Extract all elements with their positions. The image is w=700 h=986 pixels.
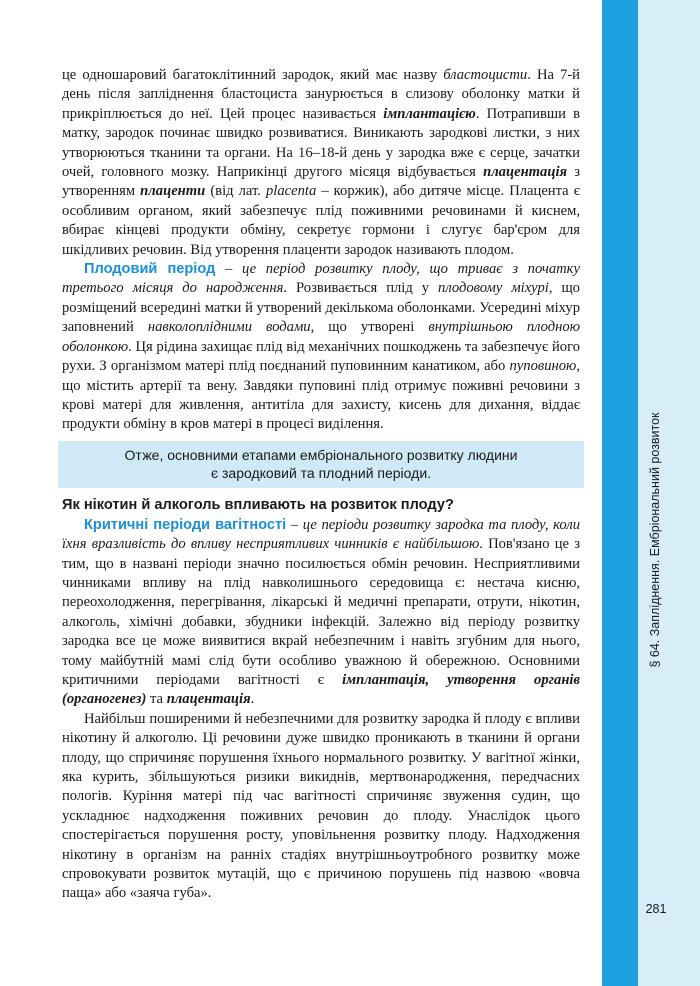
term-blastocyst: бластоцисти bbox=[443, 67, 528, 83]
term-placenta: плаценти bbox=[140, 183, 206, 200]
text-run: . Ця рідина захищає плід від механічних пошкоджень та забезпечує його рухи. З організмом матері плід поєднаний пуповинним канатиком, або bbox=[62, 338, 580, 375]
callout-line: є зародковий та плодний періоди. bbox=[210, 464, 432, 481]
paragraph-nicotine-alcohol: Найбільш поширеними й небезпечними для розвитку зародка й плоду є впливи нікотину й алкоголю. Ці речовини дуже швидко проникають в тканини й органи плоду, що спричиняє порушення їхнього нормального розвитку. У вагітної жінки, яка курить, збільшуються ризики викиднів, мертвонародження, передчасних пологів. Куріння матері під час вагітності спричиняє звуження судин, що ускладнює надходження поживних речовин до плоду. Унаслідок цього спостерігається порушення росту, уповільнення розвитку плоду. Надходження нікотину в організм на ранніх стадіях внутрішньоутробного розвитку може спровокувати розвиток мутацій, що є причиною порушень під назвою «вовча паща» або «заяча губа». bbox=[62, 710, 580, 902]
term-umbilical-cord: пуповиною bbox=[509, 358, 577, 375]
running-title: § 64. Запліднення. Ембріональний розвиток bbox=[648, 412, 662, 668]
text-run: . Розвивається плід у bbox=[283, 280, 439, 297]
text-run: , що розміщений всередині матки й утворений декількома оболонками. Усередині міхур заповнений bbox=[62, 280, 580, 336]
summary-callout bbox=[58, 441, 584, 488]
text-run: , що утворені bbox=[310, 319, 429, 336]
definition: це період розвитку плоду, що триває з початку третього місяця до народження bbox=[62, 261, 580, 297]
latin-word: placenta bbox=[265, 183, 317, 200]
callout-line: Отже, основними етапами ембріонального розвитку людини bbox=[124, 446, 518, 463]
paragraph-critical-periods bbox=[62, 516, 580, 710]
term-organogenesis: імплантація, утворення органів (органогенез) bbox=[62, 671, 580, 708]
text-run: – коржик), або дитяче місце. Плацента є особливим органом, який забезпечує плід поживними речовинами й киснем, вбирає кінцеві продукти обміну, секретує гормони і слугує бар'єром для шкідливих речовин. Від утворення плаценти зародок називають плодом. bbox=[62, 183, 580, 258]
definition: це періоди розвитку зародка та плоду, коли їхня вразливість до впливу несприятливих чинників є найбільшою bbox=[62, 516, 580, 553]
text-run: – bbox=[286, 516, 303, 533]
paragraph-fetal-period bbox=[62, 260, 580, 435]
page-number: 281 bbox=[645, 902, 667, 916]
sidebar-stripe bbox=[602, 0, 638, 986]
text-run: (від лат. bbox=[205, 183, 266, 200]
text-run: та bbox=[146, 691, 167, 708]
term-amniotic-fluid: навколоплідними водами bbox=[147, 319, 311, 336]
text-run: – bbox=[215, 261, 242, 278]
term-placentation: плацентація bbox=[483, 164, 568, 181]
term-amniotic-sac: плодовому міхурі bbox=[438, 280, 549, 297]
main-text bbox=[62, 66, 580, 904]
term-implantation: імплантацією bbox=[383, 105, 476, 122]
text-run: . bbox=[250, 691, 255, 708]
section-heading: Як нікотин й алкоголь впливають на розвиток плоду? bbox=[62, 496, 454, 513]
text-run: це одношаровий багатоклітинний зародок, який має назву bbox=[62, 67, 444, 83]
term-critical-periods: Критичні періоди вагітності bbox=[84, 516, 287, 533]
text-run: . Потрапивши в матку, зародок починає швидко розвиватися. Виникають зародкові листки, з них утворюються тканини та органи. На 16–18-й день у зародка вже є серце, зачатки очей, головного мозку. Наприкінці другого місяця відбувається bbox=[62, 105, 580, 181]
text-run: . Пов'язано це з тим, що в названі періоди значно посилюється обмін речовин. Несприятливими чинниками впливу на плід навколишнього середовища є: нестача кисню, переохолодження, перегрівання, лікарські й медичні препарати, отрути, нікотин, алкоголь, хімічні добавки, збудники інфекцій. Залежно від періоду розвитку зародка все це може виявитися вкрай небезпечним і навіть згубним для нього, тому майбутній мамі слід бути особливо уважною й обережною. Основними критичними періодами вагітності є bbox=[62, 536, 580, 688]
term-fetal-period: Плодовий період bbox=[84, 261, 216, 278]
term-inner-membrane: внутрішньою плодною оболонкою bbox=[62, 319, 580, 355]
text-run: з утворенням bbox=[62, 164, 581, 200]
paragraph-blastocyst bbox=[62, 66, 580, 260]
text-run: , що містить артерії та вену. Завдяки пуповині плід отримує поживні речовини з крові матері для живлення, антитіла для захисту, кисень для дихання, віддає продукти обміну в кров матері в процесі виділення. bbox=[62, 358, 580, 433]
text-run: . На 7-й день після запліднення бластоциста занурюється в слизову оболонку матки й прикріплюється до неї. Цей процес називається bbox=[62, 67, 580, 122]
term-placentation: плацентація bbox=[166, 691, 251, 708]
